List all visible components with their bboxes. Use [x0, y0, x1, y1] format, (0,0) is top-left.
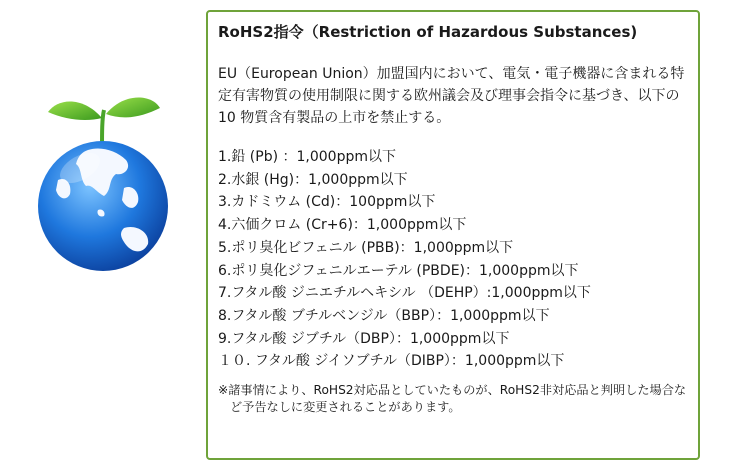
substance-item: 1.鉛 (Pb) ：1,000ppm以下	[218, 149, 397, 165]
substance-item: １０. フタル酸 ジイソブチル（DIBP）：1,000ppm以下	[218, 353, 565, 370]
rohs-intro: EU（European Union）加盟国内において、電気・電子機器に含まれる特定有害物質の使用制限に関する欧州議会及び理事会指令に基づき、以下の10 物質含有製品の上市を禁止する。	[218, 66, 685, 126]
substance-item: 6.ポリ臭化ジフェニルエーテル (PBDE)：1,000ppm以下	[218, 262, 579, 279]
rohs-title: RoHS2指令（Restriction of Hazardous Substances)	[218, 23, 638, 41]
substance-list	[218, 146, 688, 373]
globe-with-sprout-icon	[28, 88, 178, 288]
substance-item: 3.カドミウム (Cd)：100ppm以下	[218, 194, 436, 211]
rohs-note: ※諸事情により、RoHS2対応品としていたものが、RoHS2非対応品と判明した場合など予告なしに変更されることがあります。	[218, 383, 687, 415]
substance-item: 2.水銀 (Hg)：1,000ppm以下	[218, 171, 408, 188]
substance-item: 9.フタル酸 ジブチル（DBP）：1,000ppm以下	[218, 330, 510, 347]
substance-item: 5.ポリ臭化ビフェニル (PBB)：1,000ppm以下	[218, 239, 514, 256]
rohs-info-box	[206, 10, 700, 460]
substance-item: 7.フタル酸 ジニエチルヘキシル （DEHP）:1,000ppm以下	[218, 285, 591, 302]
substance-item: 4.六価クロム (Cr+6)：1,000ppm以下	[218, 217, 467, 234]
substance-item: 8.フタル酸 ブチルベンジル（BBP）：1,000ppm以下	[218, 307, 550, 324]
